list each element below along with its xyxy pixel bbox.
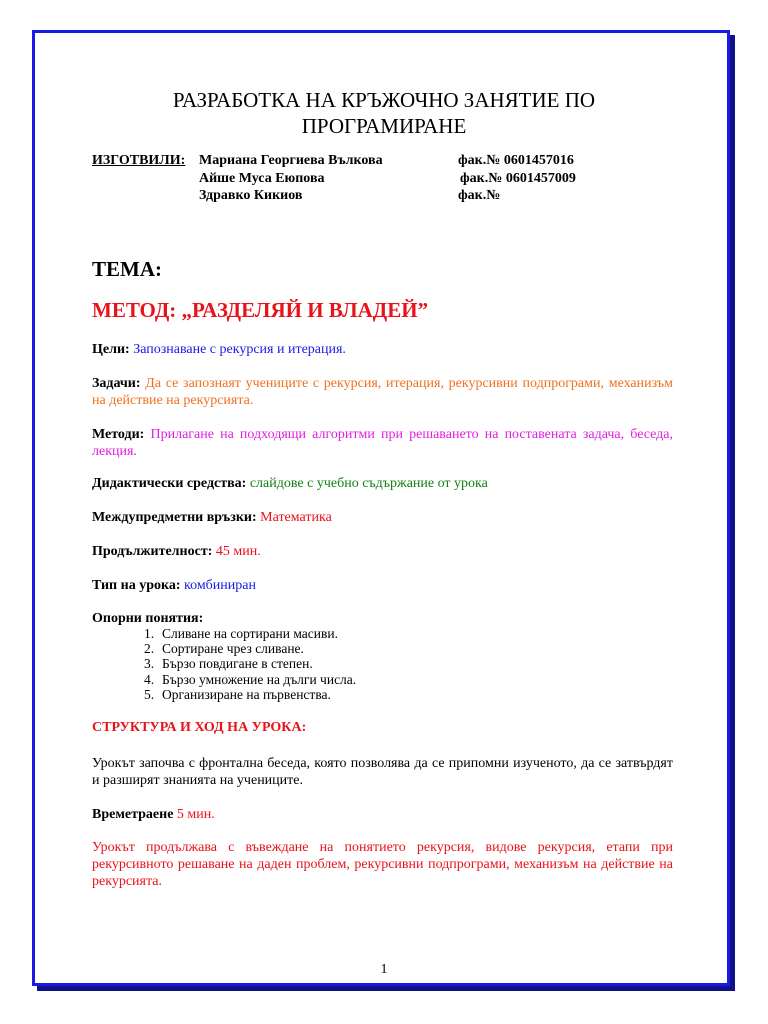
- goals-text: Запознаване с рекурсия и итерация.: [133, 342, 346, 357]
- duration-label: Продължителност:: [92, 544, 213, 559]
- methods-label: Методи:: [92, 427, 145, 442]
- concepts-list: [144, 626, 356, 702]
- interdisciplinary-paragraph: [92, 509, 673, 526]
- tasks-label: Задачи:: [92, 376, 141, 391]
- time-label: Времетраене: [92, 807, 174, 822]
- structure-intro: Урокът започва с фронтална беседа, която позволява да се припомни изученото, да се затвърдят и разширят знанията на учениците.: [92, 756, 673, 788]
- author-name-1: Мариана Георгиева Вълкова: [199, 153, 383, 168]
- lesson-type-text: комбиниран: [184, 578, 256, 593]
- lesson-type-label: Тип на урока:: [92, 578, 181, 593]
- authors-label: ИЗГОТВИЛИ:: [92, 153, 186, 168]
- duration-paragraph: [92, 543, 673, 560]
- list-item: 5. Организиране на първенства.: [144, 686, 331, 702]
- author-fac-2: фак.№ 0601457009: [460, 171, 576, 186]
- methods-paragraph: [92, 426, 673, 460]
- topic-heading: ТЕМА:: [92, 257, 162, 281]
- structure-continue: Урокът продължава с въвеждане на понятието рекурсия, видове рекурсия, етапи при рекурсивното решаване на даден проблем, рекурсивни подпрограми, механизъм на действие на рекурсията.: [92, 840, 673, 889]
- author-name-3: Здравко Кикиов: [199, 188, 303, 203]
- list-item: 3. Бързо повдигане в степен.: [144, 656, 313, 672]
- document-title-line-1: РАЗРАБОТКА НА КРЪЖОЧНО ЗАНЯТИЕ ПО: [172, 88, 596, 112]
- list-item: 4. Бързо умножение на дълги числа.: [144, 671, 357, 687]
- didactic-text: слайдове с учебно съдържание от урока: [249, 476, 488, 491]
- author-fac-1: фак.№ 0601457016: [458, 153, 574, 168]
- duration-text: 45 мин.: [215, 544, 261, 559]
- method-heading: МЕТОД: „РАЗДЕЛЯЙ И ВЛАДЕЙ”: [92, 298, 429, 322]
- structure-heading: СТРУКТУРА И ХОД НА УРОКА:: [92, 720, 307, 735]
- page-number: 1: [380, 962, 388, 977]
- lesson-type-paragraph: [92, 577, 673, 594]
- tasks-text: Да се запознаят учениците с рекурсия, итерация, рекурсивни подпрограми, механизъм на действие на рекурсията.: [92, 376, 674, 408]
- document-title-line-2: ПРОГРАМИРАНЕ: [301, 114, 467, 138]
- list-item: 2. Сортиране чрез сливане.: [144, 641, 304, 657]
- tasks-paragraph: [92, 375, 673, 409]
- methods-text: Прилагане на подходящи алгоритми при решаването на поставената задача, беседа, лекция.: [92, 427, 674, 459]
- goals-label: Цели:: [92, 342, 130, 357]
- interdisciplinary-label: Междупредметни връзки:: [92, 510, 257, 525]
- author-fac-3: фак.№: [458, 188, 501, 203]
- time-paragraph: [92, 806, 673, 823]
- time-value: 5 мин.: [176, 807, 215, 822]
- goals-paragraph: [92, 341, 673, 358]
- interdisciplinary-text: Математика: [260, 510, 332, 525]
- list-item: 1. Сливане на сортирани масиви.: [144, 626, 338, 641]
- didactic-paragraph: [92, 475, 673, 492]
- concepts-label: Опорни понятия:: [92, 611, 204, 626]
- didactic-label: Дидактически средства:: [92, 476, 247, 491]
- author-name-2: Айше Муса Еюпова: [199, 171, 325, 186]
